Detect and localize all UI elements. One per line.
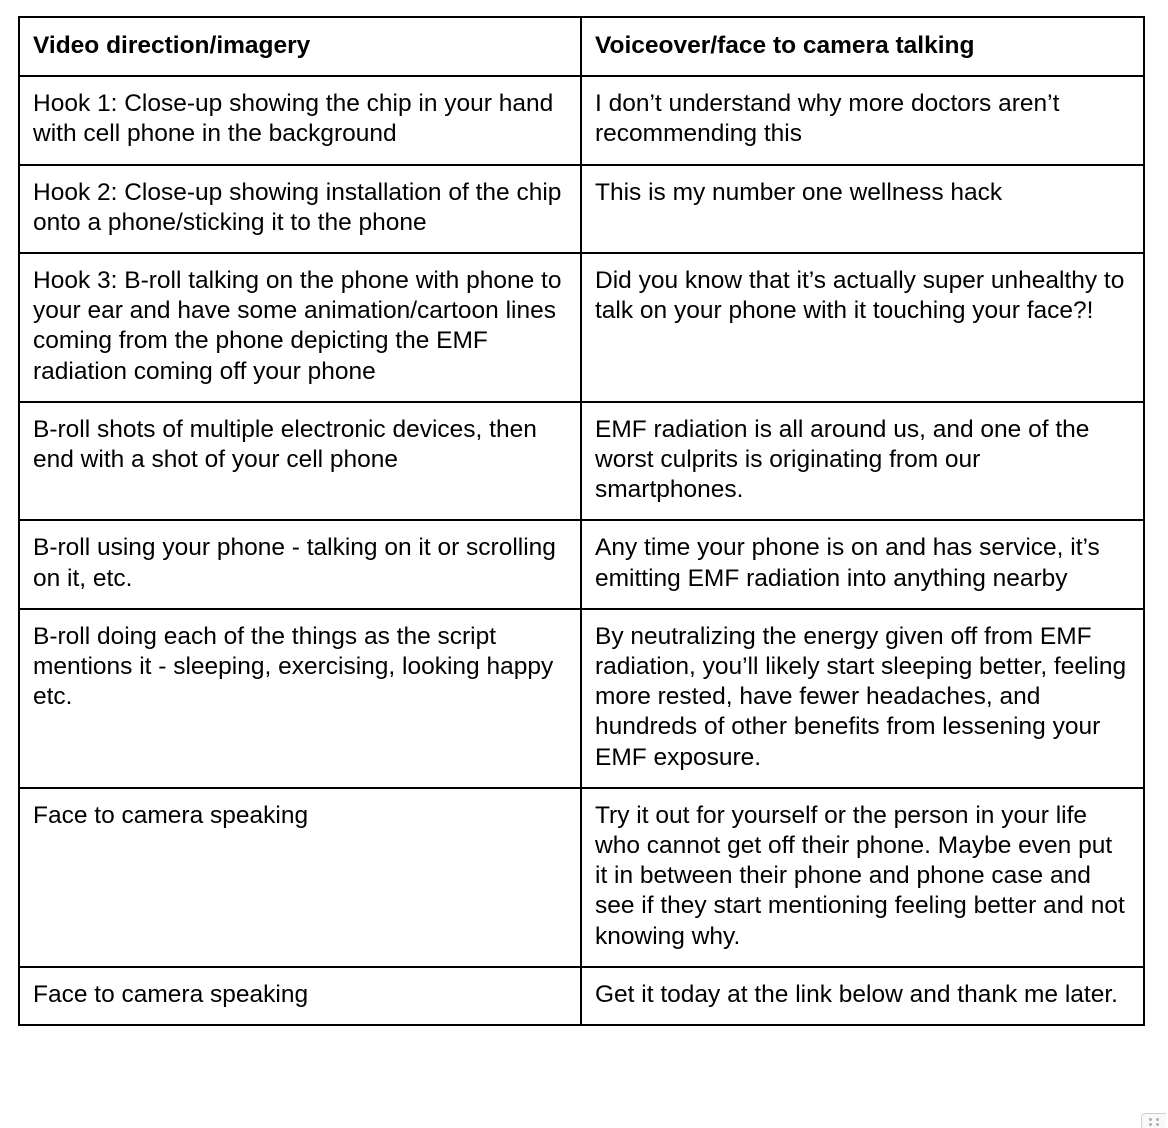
voiceover-cell: Any time your phone is on and has service, it’s emitting EMF radiation into anything nearby — [581, 520, 1144, 608]
table-row — [19, 788, 1144, 967]
voiceover-cell: Try it out for yourself or the person in your life who cannot get off their phone. Maybe even put it in between their phone and phone case and see if they start mentioning feeling better and not knowing why. — [581, 788, 1144, 967]
direction-cell: B-roll shots of multiple electronic devices, then end with a shot of your cell phone — [19, 402, 581, 521]
header-video-direction: Video direction/imagery — [19, 17, 581, 76]
voiceover-cell: Did you know that it’s actually super unhealthy to talk on your phone with it touching your face?! — [581, 253, 1144, 402]
direction-cell: Hook 3: B-roll talking on the phone with phone to your ear and have some animation/cartoon lines coming from the phone depicting the EMF radiation coming off your phone — [19, 253, 581, 402]
table-row — [19, 520, 1144, 608]
table-row — [19, 165, 1144, 253]
resize-handle-icon — [1141, 1113, 1166, 1128]
voiceover-cell: Get it today at the link below and thank me later. — [581, 967, 1144, 1025]
voiceover-cell: EMF radiation is all around us, and one of the worst culprits is originating from our smartphones. — [581, 402, 1144, 521]
voiceover-cell: I don’t understand why more doctors aren’t recommending this — [581, 76, 1144, 164]
script-table — [18, 16, 1145, 1026]
table-row — [19, 253, 1144, 402]
direction-cell: Hook 1: Close-up showing the chip in your hand with cell phone in the background — [19, 76, 581, 164]
voiceover-cell: This is my number one wellness hack — [581, 165, 1144, 253]
table-row — [19, 967, 1144, 1025]
voiceover-cell: By neutralizing the energy given off from EMF radiation, you’ll likely start sleeping better, feeling more rested, have fewer headaches, and hundreds of other benefits from lessening your EMF exposure. — [581, 609, 1144, 788]
header-voiceover: Voiceover/face to camera talking — [581, 17, 1144, 76]
direction-cell: B-roll doing each of the things as the script mentions it - sleeping, exercising, looking happy etc. — [19, 609, 581, 788]
direction-cell: Face to camera speaking — [19, 788, 581, 967]
direction-cell: B-roll using your phone - talking on it or scrolling on it, etc. — [19, 520, 581, 608]
direction-cell: Hook 2: Close-up showing installation of the chip onto a phone/sticking it to the phone — [19, 165, 581, 253]
table-row — [19, 402, 1144, 521]
direction-cell: Face to camera speaking — [19, 967, 581, 1025]
table-row — [19, 609, 1144, 788]
header-row — [19, 17, 1144, 76]
table-row — [19, 76, 1144, 164]
